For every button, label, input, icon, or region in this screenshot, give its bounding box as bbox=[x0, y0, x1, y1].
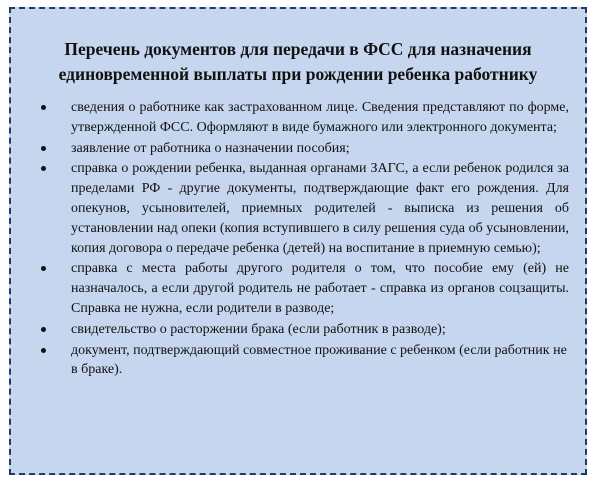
bullet-icon bbox=[41, 146, 46, 151]
bullet-icon bbox=[41, 105, 46, 110]
list-item bbox=[39, 341, 569, 381]
list-item-text: справка с места работы другого родителя о том, что пособие ему (ей) не назначалось, а если другой родитель не работает - справка из органов соцзащиты. Справка не нужна, если родители в разводе; bbox=[71, 261, 569, 316]
list-item bbox=[39, 320, 569, 340]
card-title-line-2: единовременной выплаты при рождении ребенка работнику bbox=[58, 64, 538, 84]
card-title-line-1: Перечень документов для передачи в ФСС для назначения bbox=[64, 39, 532, 59]
list-item bbox=[39, 98, 569, 138]
documents-list bbox=[39, 98, 569, 381]
bullet-icon bbox=[41, 327, 46, 332]
list-item-text: документ, подтверждающий совместное проживание с ребенком (если работник не в браке). bbox=[71, 342, 567, 378]
list-item-text: свидетельство о расторжении брака (если работник в разводе); bbox=[71, 321, 446, 337]
list-item-text: заявление от работника о назначении пособия; bbox=[71, 140, 350, 156]
list-item bbox=[39, 139, 569, 159]
bullet-icon bbox=[41, 348, 46, 353]
list-item-text: справка о рождении ребенка, выданная органами ЗАГС, а если ребенок родился за пределами РФ - другие документы, подтверждающие факт его рождения. Для опекунов, усыновителей, приемных родителей - выписка из решения об установлении над опеки (копия вступившего в силу решения суда об усыновлении, копия договора о передаче ребенка (детей) на воспитание в приемную семью); bbox=[71, 161, 569, 256]
bullet-icon bbox=[41, 266, 46, 271]
card-title bbox=[11, 37, 585, 87]
list-item bbox=[39, 159, 569, 258]
info-card bbox=[9, 7, 587, 475]
list-item bbox=[39, 259, 569, 318]
list-item-text: сведения о работнике как застрахованном лице. Сведения представляют по форме, утвержденной ФСС. Оформляют в виде бумажного или электронного документа; bbox=[71, 100, 569, 135]
bullet-icon bbox=[41, 166, 46, 171]
